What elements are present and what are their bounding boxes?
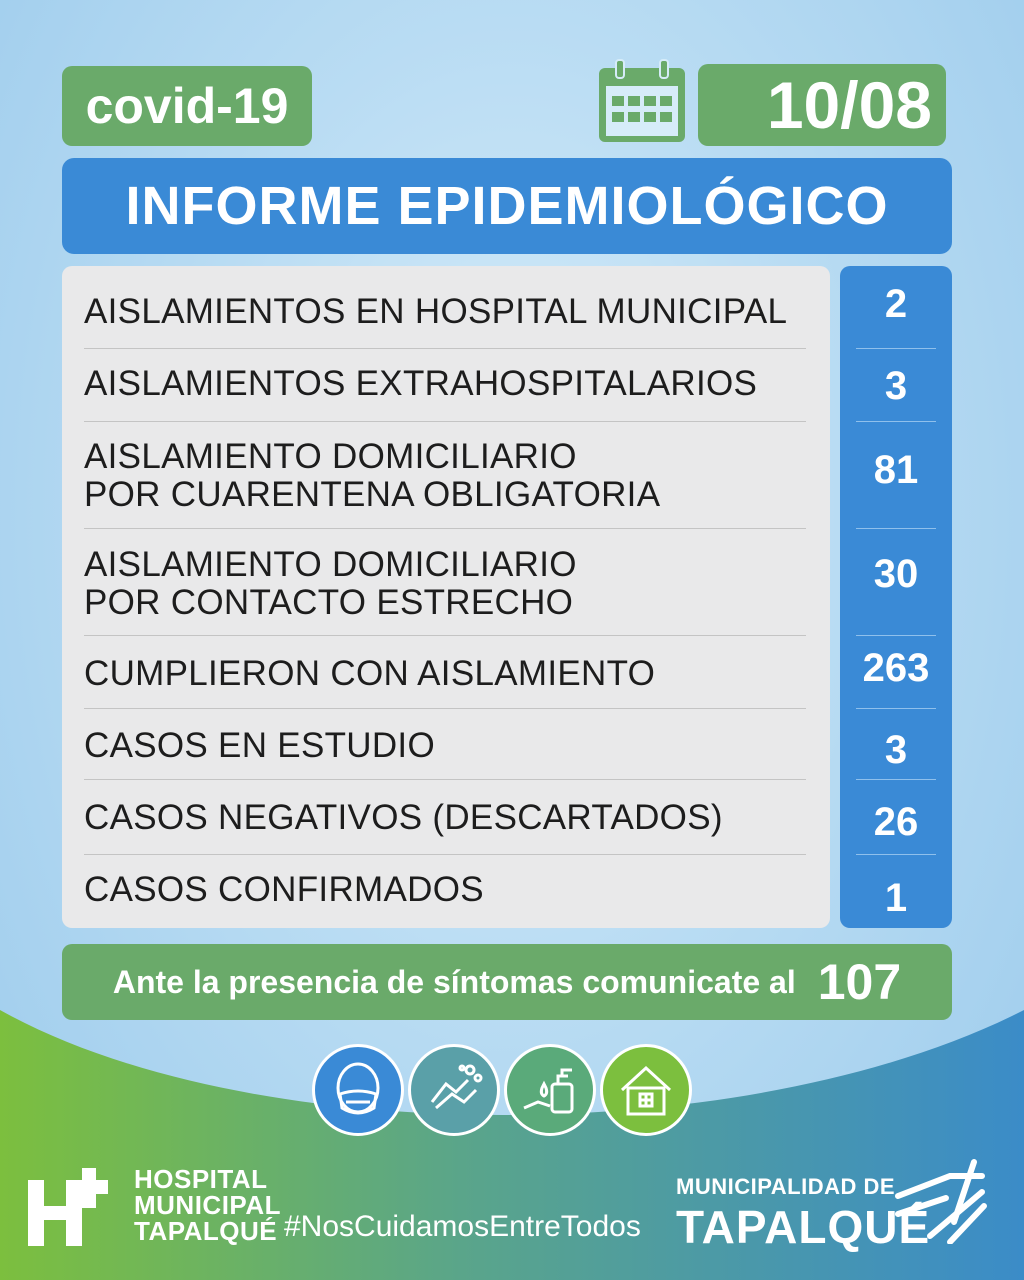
hospital-name-line1: HOSPITAL [134,1164,268,1194]
value-divider [856,779,936,780]
hashtag: #NosCuidamosEntreTodos [284,1210,641,1243]
sanitizer-icon [504,1044,596,1136]
row-label: AISLAMIENTOS EN HOSPITAL MUNICIPAL [84,292,788,331]
row-label: AISLAMIENTO DOMICILIARIO POR CUARENTENA OBLIGATORIA [84,437,661,514]
row-label: AISLAMIENTO DOMICILIARIO POR CONTACTO ESTRECHO [84,545,577,622]
row-divider [84,348,806,349]
row-label: CUMPLIERON CON AISLAMIENTO [84,654,656,693]
value-divider [856,528,936,529]
covid-tag: covid-19 [62,66,312,146]
stats-values-panel [840,266,952,928]
report-date: 10/08 [698,64,946,146]
emergency-number: 107 [817,954,902,1010]
callout-text: Ante la presencia de síntomas comunicate al [112,963,796,1000]
row-label: CASOS NEGATIVOS (DESCARTADOS) [84,798,723,837]
row-divider [84,854,806,855]
municipality-label: MUNICIPALIDAD DE [676,1174,896,1199]
hospital-name-line3: TAPALQUÉ [134,1216,278,1246]
municipality-emblem-icon [890,1156,990,1244]
row-label: AISLAMIENTOS EXTRAHOSPITALARIOS [84,364,758,403]
row-label: CASOS CONFIRMADOS [84,870,484,909]
hospital-cross-icon [26,1158,122,1248]
hospital-logo [26,1158,282,1248]
row-value: 263 [862,645,930,690]
stats-labels-panel [62,266,830,928]
row-value: 81 [873,447,919,492]
handwash-icon [408,1044,500,1136]
row-divider [84,635,806,636]
row-label: CASOS EN ESTUDIO [84,726,435,765]
value-divider [856,421,936,422]
row-divider [84,421,806,422]
home-icon [600,1044,692,1136]
report-title: INFORME EPIDEMIOLÓGICO [62,158,952,254]
value-divider [856,854,936,855]
row-value: 3 [884,363,908,408]
row-divider [84,779,806,780]
value-divider [856,708,936,709]
row-value: 3 [884,727,908,772]
value-divider [856,348,936,349]
hospital-name-line2: MUNICIPAL [134,1190,282,1220]
row-divider [84,528,806,529]
row-value: 1 [884,875,908,920]
municipality-logo [676,1156,996,1253]
calendar-icon [596,58,688,146]
row-value: 2 [884,281,908,326]
municipality-name: TAPALQUÉ [676,1201,931,1253]
value-divider [856,635,936,636]
row-value: 30 [873,551,919,596]
mask-icon [312,1044,404,1136]
row-value: 26 [873,799,919,844]
row-divider [84,708,806,709]
